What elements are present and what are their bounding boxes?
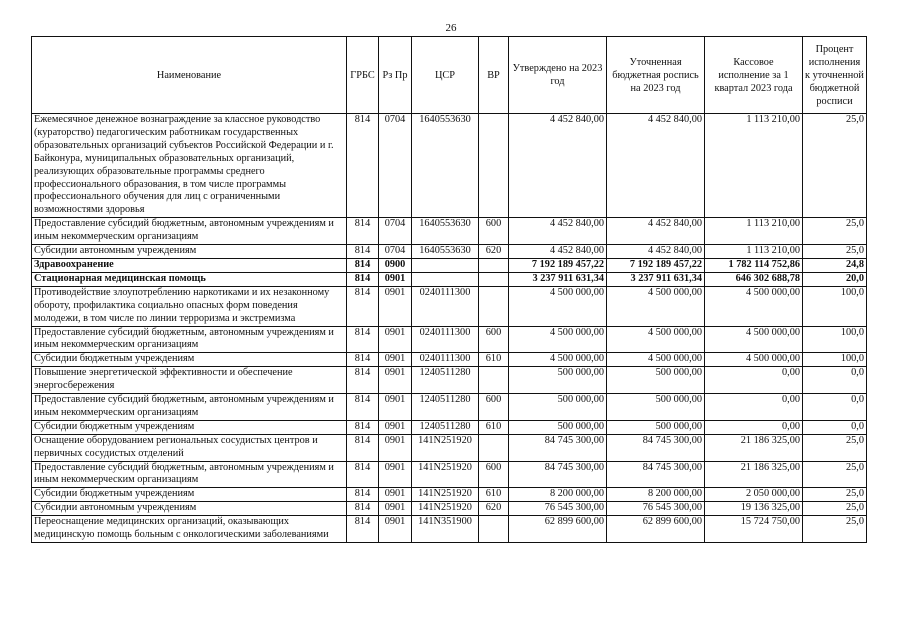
cell-approved: 84 745 300,00 xyxy=(509,434,607,461)
cell-rzpr: 0901 xyxy=(379,367,412,394)
cell-refined: 4 500 000,00 xyxy=(607,353,705,367)
cell-approved: 4 452 840,00 xyxy=(509,218,607,245)
cell-grbs: 814 xyxy=(347,461,379,488)
cell-rzpr: 0704 xyxy=(379,218,412,245)
cell-name: Субсидии бюджетным учреждениям xyxy=(32,420,347,434)
cell-cash: 4 500 000,00 xyxy=(705,286,803,326)
cell-csr: 0240111300 xyxy=(412,353,479,367)
cell-csr: 141N251920 xyxy=(412,488,479,502)
cell-cash: 0,00 xyxy=(705,394,803,421)
cell-name: Ежемесячное денежное вознаграждение за классное руководство (кураторство) педагогическим работникам государственных образовательных организаций субъектов Российской Федерации и г. Байконура, муниципальных образовательных организаций, реализующих образовательные программы среднего профессионального образования, в том числе программы профессионального обучения для лиц с ограниченными возможностями здоровья xyxy=(32,114,347,218)
cell-vr xyxy=(479,286,509,326)
cell-cash: 646 302 688,78 xyxy=(705,272,803,286)
table-header-row xyxy=(32,37,867,114)
cell-percent: 25,0 xyxy=(803,488,867,502)
cell-approved: 84 745 300,00 xyxy=(509,461,607,488)
cell-approved: 4 500 000,00 xyxy=(509,326,607,353)
table-row xyxy=(32,420,867,434)
cell-refined: 4 452 840,00 xyxy=(607,245,705,259)
cell-refined: 84 745 300,00 xyxy=(607,434,705,461)
cell-refined: 4 452 840,00 xyxy=(607,218,705,245)
cell-csr: 141N251920 xyxy=(412,461,479,488)
cell-csr: 141N251920 xyxy=(412,502,479,516)
cell-name: Предоставление субсидий бюджетным, автономным учреждениям и иным некоммерческим организациям xyxy=(32,218,347,245)
cell-rzpr: 0704 xyxy=(379,114,412,218)
cell-cash: 21 186 325,00 xyxy=(705,461,803,488)
cell-grbs: 814 xyxy=(347,488,379,502)
cell-percent: 20,0 xyxy=(803,272,867,286)
cell-csr: 1240511280 xyxy=(412,420,479,434)
cell-csr: 0240111300 xyxy=(412,326,479,353)
column-header-name: Наименование xyxy=(32,37,347,114)
cell-rzpr: 0901 xyxy=(379,461,412,488)
cell-name: Противодействие злоупотреблению наркотиками и их незаконному обороту, профилактика социально опасных форм поведения молодежи, в том числе по линии терроризма и экстремизма xyxy=(32,286,347,326)
cell-csr xyxy=(412,258,479,272)
cell-csr: 1640553630 xyxy=(412,114,479,218)
cell-refined: 4 500 000,00 xyxy=(607,326,705,353)
cell-name: Переоснащение медицинских организаций, оказывающих медицинскую помощь больным с онкологическими заболеваниями xyxy=(32,516,347,543)
cell-name: Предоставление субсидий бюджетным, автономным учреждениям и иным некоммерческим организациям xyxy=(32,326,347,353)
cell-grbs: 814 xyxy=(347,326,379,353)
table-row xyxy=(32,488,867,502)
cell-name: Предоставление субсидий бюджетным, автономным учреждениям и иным некоммерческим организациям xyxy=(32,461,347,488)
cell-percent: 0,0 xyxy=(803,394,867,421)
table-row xyxy=(32,286,867,326)
cell-vr xyxy=(479,367,509,394)
table-row xyxy=(32,367,867,394)
cell-cash: 21 186 325,00 xyxy=(705,434,803,461)
cell-percent: 100,0 xyxy=(803,326,867,353)
column-header-grbs: ГРБС xyxy=(347,37,379,114)
cell-cash: 1 782 114 752,86 xyxy=(705,258,803,272)
cell-refined: 500 000,00 xyxy=(607,420,705,434)
cell-name: Повышение энергетической эффективности и обеспечение энергосбережения xyxy=(32,367,347,394)
cell-grbs: 814 xyxy=(347,420,379,434)
cell-vr: 610 xyxy=(479,488,509,502)
table-body xyxy=(32,114,867,543)
cell-vr: 600 xyxy=(479,461,509,488)
cell-cash: 15 724 750,00 xyxy=(705,516,803,543)
table-row xyxy=(32,114,867,218)
cell-grbs: 814 xyxy=(347,272,379,286)
cell-approved: 500 000,00 xyxy=(509,394,607,421)
cell-csr: 141N251920 xyxy=(412,434,479,461)
cell-percent: 25,0 xyxy=(803,245,867,259)
cell-cash: 1 113 210,00 xyxy=(705,114,803,218)
cell-csr: 1240511280 xyxy=(412,367,479,394)
cell-rzpr: 0901 xyxy=(379,326,412,353)
cell-rzpr: 0901 xyxy=(379,420,412,434)
table-row xyxy=(32,258,867,272)
cell-name: Субсидии автономным учреждениям xyxy=(32,245,347,259)
table-row xyxy=(32,272,867,286)
cell-refined: 4 452 840,00 xyxy=(607,114,705,218)
cell-refined: 500 000,00 xyxy=(607,367,705,394)
cell-name: Оснащение оборудованием региональных сосудистых центров и первичных сосудистых отделений xyxy=(32,434,347,461)
cell-approved: 62 899 600,00 xyxy=(509,516,607,543)
table-row xyxy=(32,353,867,367)
cell-refined: 8 200 000,00 xyxy=(607,488,705,502)
cell-percent: 24,8 xyxy=(803,258,867,272)
table-row xyxy=(32,434,867,461)
cell-grbs: 814 xyxy=(347,502,379,516)
cell-refined: 500 000,00 xyxy=(607,394,705,421)
cell-name: Предоставление субсидий бюджетным, автономным учреждениям и иным некоммерческим организациям xyxy=(32,394,347,421)
cell-percent: 25,0 xyxy=(803,218,867,245)
column-header-csr: ЦСР xyxy=(412,37,479,114)
cell-csr xyxy=(412,272,479,286)
cell-percent: 0,0 xyxy=(803,420,867,434)
cell-rzpr: 0901 xyxy=(379,286,412,326)
cell-percent: 25,0 xyxy=(803,434,867,461)
cell-percent: 0,0 xyxy=(803,367,867,394)
cell-grbs: 814 xyxy=(347,394,379,421)
cell-vr xyxy=(479,516,509,543)
cell-grbs: 814 xyxy=(347,286,379,326)
cell-csr: 1640553630 xyxy=(412,218,479,245)
table-row xyxy=(32,516,867,543)
table-row xyxy=(32,461,867,488)
cell-rzpr: 0901 xyxy=(379,353,412,367)
cell-approved: 7 192 189 457,22 xyxy=(509,258,607,272)
cell-refined: 76 545 300,00 xyxy=(607,502,705,516)
cell-rzpr: 0901 xyxy=(379,272,412,286)
cell-csr: 0240111300 xyxy=(412,286,479,326)
cell-approved: 4 500 000,00 xyxy=(509,353,607,367)
cell-approved: 3 237 911 631,34 xyxy=(509,272,607,286)
cell-rzpr: 0901 xyxy=(379,488,412,502)
cell-rzpr: 0901 xyxy=(379,394,412,421)
cell-rzpr: 0901 xyxy=(379,502,412,516)
cell-cash: 19 136 325,00 xyxy=(705,502,803,516)
cell-vr xyxy=(479,114,509,218)
table-row xyxy=(32,502,867,516)
cell-approved: 4 452 840,00 xyxy=(509,245,607,259)
cell-cash: 2 050 000,00 xyxy=(705,488,803,502)
cell-refined: 84 745 300,00 xyxy=(607,461,705,488)
cell-refined: 7 192 189 457,22 xyxy=(607,258,705,272)
budget-execution-table xyxy=(31,36,867,543)
cell-vr: 610 xyxy=(479,353,509,367)
cell-csr: 141N351900 xyxy=(412,516,479,543)
table-row xyxy=(32,218,867,245)
cell-cash: 0,00 xyxy=(705,420,803,434)
cell-grbs: 814 xyxy=(347,114,379,218)
column-header-rzpr: Рз Пр xyxy=(379,37,412,114)
cell-grbs: 814 xyxy=(347,353,379,367)
cell-name: Стационарная медицинская помощь xyxy=(32,272,347,286)
cell-percent: 100,0 xyxy=(803,286,867,326)
cell-rzpr: 0900 xyxy=(379,258,412,272)
cell-approved: 8 200 000,00 xyxy=(509,488,607,502)
cell-vr: 600 xyxy=(479,394,509,421)
cell-vr xyxy=(479,272,509,286)
column-header-refined: Уточненная бюджетная роспись на 2023 год xyxy=(607,37,705,114)
cell-grbs: 814 xyxy=(347,258,379,272)
cell-percent: 25,0 xyxy=(803,502,867,516)
cell-refined: 62 899 600,00 xyxy=(607,516,705,543)
column-header-percent: Процент исполнения к уточненной бюджетной росписи xyxy=(803,37,867,114)
cell-approved: 4 452 840,00 xyxy=(509,114,607,218)
cell-grbs: 814 xyxy=(347,434,379,461)
cell-name: Здравоохранение xyxy=(32,258,347,272)
cell-cash: 1 113 210,00 xyxy=(705,245,803,259)
cell-percent: 25,0 xyxy=(803,516,867,543)
cell-name: Субсидии бюджетным учреждениям xyxy=(32,488,347,502)
cell-vr: 620 xyxy=(479,245,509,259)
cell-percent: 25,0 xyxy=(803,461,867,488)
cell-rzpr: 0901 xyxy=(379,516,412,543)
page-number: 26 xyxy=(445,22,457,34)
column-header-approved: Утверждено на 2023 год xyxy=(509,37,607,114)
cell-csr: 1640553630 xyxy=(412,245,479,259)
cell-name: Субсидии бюджетным учреждениям xyxy=(32,353,347,367)
cell-grbs: 814 xyxy=(347,245,379,259)
cell-percent: 25,0 xyxy=(803,114,867,218)
table-row xyxy=(32,326,867,353)
cell-vr xyxy=(479,434,509,461)
cell-approved: 4 500 000,00 xyxy=(509,286,607,326)
cell-refined: 4 500 000,00 xyxy=(607,286,705,326)
table-row xyxy=(32,245,867,259)
cell-cash: 4 500 000,00 xyxy=(705,353,803,367)
cell-percent: 100,0 xyxy=(803,353,867,367)
cell-grbs: 814 xyxy=(347,516,379,543)
table-row xyxy=(32,394,867,421)
cell-approved: 500 000,00 xyxy=(509,420,607,434)
cell-cash: 1 113 210,00 xyxy=(705,218,803,245)
cell-approved: 500 000,00 xyxy=(509,367,607,394)
cell-csr: 1240511280 xyxy=(412,394,479,421)
cell-name: Субсидии автономным учреждениям xyxy=(32,502,347,516)
cell-grbs: 814 xyxy=(347,218,379,245)
cell-approved: 76 545 300,00 xyxy=(509,502,607,516)
cell-vr: 620 xyxy=(479,502,509,516)
cell-grbs: 814 xyxy=(347,367,379,394)
cell-cash: 0,00 xyxy=(705,367,803,394)
cell-refined: 3 237 911 631,34 xyxy=(607,272,705,286)
column-header-cash: Кассовое исполнение за 1 квартал 2023 года xyxy=(705,37,803,114)
cell-vr: 610 xyxy=(479,420,509,434)
cell-rzpr: 0901 xyxy=(379,434,412,461)
cell-vr: 600 xyxy=(479,218,509,245)
column-header-vr: ВР xyxy=(479,37,509,114)
cell-vr xyxy=(479,258,509,272)
cell-cash: 4 500 000,00 xyxy=(705,326,803,353)
cell-vr: 600 xyxy=(479,326,509,353)
cell-rzpr: 0704 xyxy=(379,245,412,259)
